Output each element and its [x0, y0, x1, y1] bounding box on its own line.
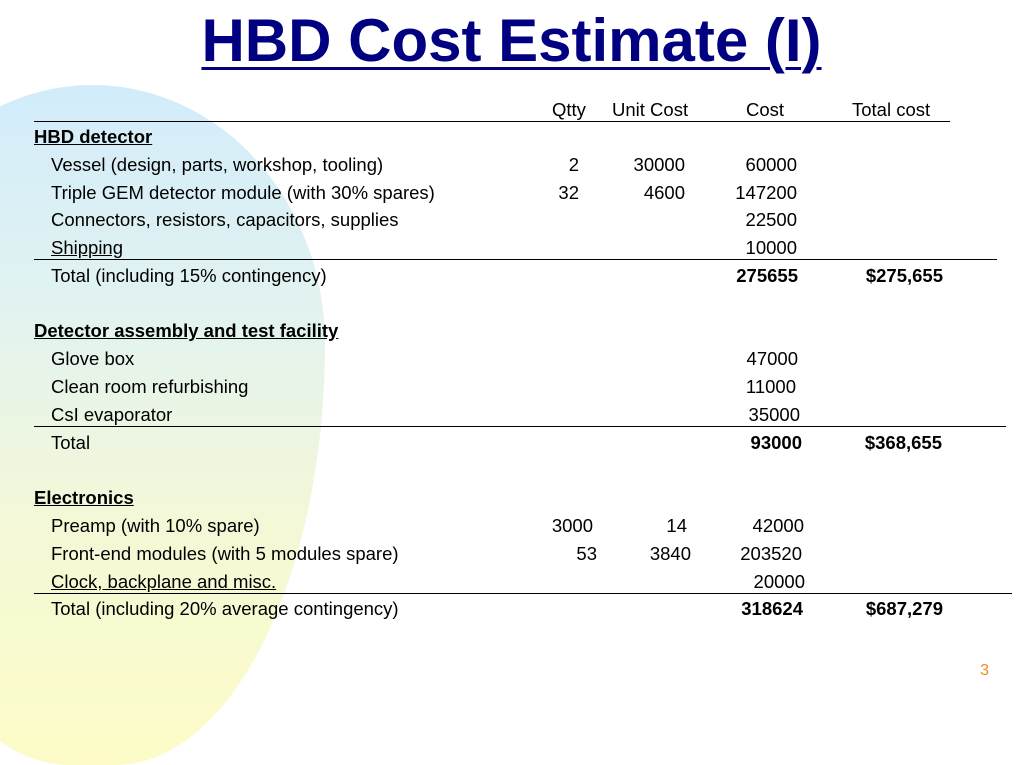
row-cost: 42000 [752, 515, 804, 536]
cumulative-total: $368,655 [864, 432, 942, 453]
section-heading: Electronics [34, 487, 134, 508]
row-qty: 53 [576, 543, 597, 564]
row-cost: 47000 [746, 348, 798, 369]
row-unit-cost: 30000 [633, 154, 685, 175]
row-cost: 147200 [735, 182, 797, 203]
row-unit-cost: 4600 [643, 182, 685, 203]
total-label: Total [51, 432, 91, 453]
row-unit-cost: 3840 [649, 543, 691, 564]
row-label: Triple GEM detector module (with 30% spares) [51, 182, 435, 203]
row-cost: 11000 [745, 376, 796, 397]
slide-title: HBD Cost Estimate (I) [201, 7, 822, 74]
row-label: CsI evaporator [51, 404, 173, 425]
row-qty: 2 [568, 154, 579, 175]
page-number: 3 [980, 662, 989, 679]
row-label: Shipping [51, 237, 124, 258]
row-label: Glove box [51, 348, 135, 369]
row-cost: 35000 [748, 404, 800, 425]
row-qty: 32 [558, 182, 579, 203]
cumulative-total: $275,655 [865, 265, 943, 286]
header-qty: Qtty [552, 99, 586, 120]
header-unit-cost: Unit Cost [612, 99, 689, 120]
row-qty: 3000 [551, 515, 593, 536]
row-label: Front-end modules (with 5 modules spare) [51, 543, 399, 564]
total-cost: 318624 [741, 598, 803, 619]
section-rule [34, 259, 997, 260]
row-cost: 10000 [745, 237, 797, 258]
section-rule [34, 593, 1012, 594]
section-rule [34, 426, 1006, 427]
header-cost: Cost [746, 99, 785, 120]
row-label: Clean room refurbishing [51, 376, 249, 397]
row-label: Connectors, resistors, capacitors, supplies [51, 209, 399, 230]
row-cost: 60000 [745, 154, 797, 175]
header-total-cost: Total cost [852, 99, 931, 120]
row-label: Vessel (design, parts, workshop, tooling) [51, 154, 384, 175]
section-heading: HBD detector [34, 126, 153, 147]
row-cost: 22500 [745, 209, 797, 230]
header-rule [34, 121, 950, 122]
row-unit-cost: 14 [666, 515, 687, 536]
total-cost: 93000 [750, 432, 802, 453]
total-cost: 275655 [736, 265, 798, 286]
row-cost: 203520 [740, 543, 802, 564]
row-cost: 20000 [753, 571, 805, 592]
row-label: Preamp (with 10% spare) [51, 515, 260, 536]
row-label: Clock, backplane and misc. [51, 571, 277, 592]
total-label: Total (including 15% contingency) [51, 265, 327, 286]
section-heading: Detector assembly and test facility [34, 320, 339, 341]
cumulative-total: $687,279 [865, 598, 943, 619]
total-label: Total (including 20% average contingency) [51, 598, 399, 619]
